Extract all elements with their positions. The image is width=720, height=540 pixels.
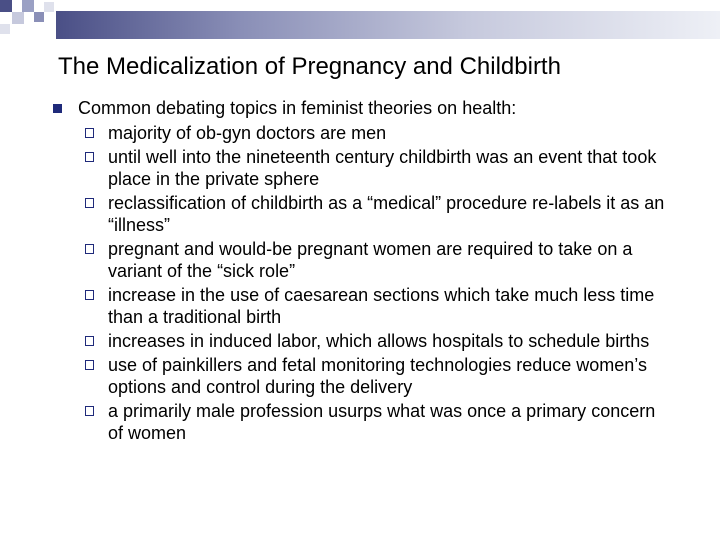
- header-gradient-band: [56, 11, 720, 39]
- sub-bullet-text: increase in the use of caesarean sections which take much less time than a traditional birth: [108, 285, 655, 327]
- sub-bullet-text: a primarily male profession usurps what was once a primary concern of women: [108, 401, 656, 443]
- sub-bullet-item: [48, 238, 668, 282]
- sub-bullet-text: use of painkillers and fetal monitoring technologies reduce women’s options and control during the delivery: [108, 355, 647, 397]
- hollow-square-bullet-icon: [85, 128, 94, 138]
- sub-bullet-text: pregnant and would-be pregnant women are required to take on a variant of the “sick role”: [108, 239, 633, 281]
- slide-title: The Medicalization of Pregnancy and Childbirth: [58, 53, 561, 80]
- sub-bullet-item: [48, 284, 668, 328]
- hollow-square-bullet-icon: [85, 152, 94, 162]
- hollow-square-bullet-icon: [85, 244, 94, 254]
- sub-bullet-text: reclassification of childbirth as a “medical” procedure re-labels it as an “illness”: [108, 193, 665, 235]
- main-bullet: [48, 96, 668, 120]
- hollow-square-bullet-icon: [85, 360, 94, 370]
- sub-bullet-item: [48, 146, 668, 190]
- sub-bullet-text: until well into the nineteenth century childbirth was an event that took place in the private sphere: [108, 147, 657, 189]
- sub-bullet-item: [48, 330, 668, 352]
- square-bullet-icon: [53, 104, 62, 113]
- sub-bullet-item: [48, 400, 668, 444]
- main-bullet-text: Common debating topics in feminist theories on health:: [78, 98, 517, 118]
- decor-square-6: [44, 2, 54, 12]
- decor-square-4: [34, 12, 44, 22]
- hollow-square-bullet-icon: [85, 290, 94, 300]
- decor-square-3: [12, 12, 24, 24]
- hollow-square-bullet-icon: [85, 198, 94, 208]
- sub-bullet-item: [48, 192, 668, 236]
- decor-square-2: [22, 0, 34, 12]
- sub-bullet-text: increases in induced labor, which allows hospitals to schedule births: [108, 331, 650, 351]
- decor-square-5: [0, 24, 10, 34]
- sub-bullet-list: [48, 122, 668, 444]
- sub-bullet-item: [48, 354, 668, 398]
- hollow-square-bullet-icon: [85, 336, 94, 346]
- sub-bullet-item: [48, 122, 668, 144]
- slide-content: [48, 96, 668, 444]
- decor-square-1: [0, 0, 12, 12]
- sub-bullet-text: majority of ob-gyn doctors are men: [108, 123, 387, 143]
- hollow-square-bullet-icon: [85, 406, 94, 416]
